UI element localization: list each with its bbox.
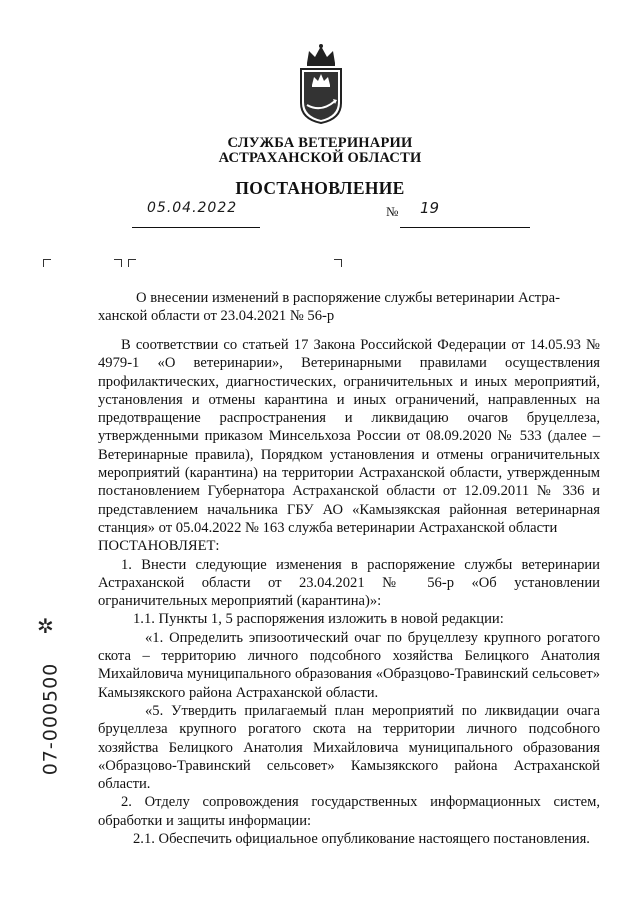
coat-of-arms-icon — [297, 43, 345, 125]
document-type-heading: ПОСТАНОВЛЕНИЕ — [235, 178, 405, 198]
margin-serial-number — [30, 662, 70, 778]
org-name-line2: АСТРАХАНСКОЙ ОБЛАСТИ — [218, 150, 422, 166]
number-label: № — [386, 204, 399, 219]
document-date: 05.04.2022 — [147, 200, 238, 216]
asterisk-mark-icon: ✲ — [37, 616, 54, 638]
paragraph-preamble: В соответствии со статьей 17 Закона Российской Федерации от 14.05.93 № 4979-1 «О ветеринарии», Ветеринарными правилами осуществления профилактических, диагностических, ограничительных и иных мероприятий, установления и отмены карантина и иных ограничений, направленных на предотвращение распространения и ликвидацию очагов бруцеллеза, утвержденными приказом Минсельхоза России от 08.09.2020 № 533 (далее – Ветеринарные правила), Порядком установления и отмены ограничительных мероприятий (карантина) на территории Астраханской области, утвержденным постановлением Губернатора Астраханской области от 12.09.2011 № 336 и представлением начальника ГБУ АО «Камызякская районная ветеринарная станция» от 05.04.2022 № 163 служба ветеринарии Астраханской области — [98, 337, 600, 536]
paragraph-item-1: 1. Внести следующие изменения в распоряжение службы ветеринарии Астраханской области от 23.04.2021 № 56-р «Об установлении ограничительных мероприятий (карантина)»: — [98, 556, 600, 610]
corner-mark-title-right — [334, 259, 342, 267]
corner-mark-title-right-a — [114, 259, 122, 267]
corner-mark-top-left — [43, 259, 51, 267]
paragraph-quoted-point-1: «1. Определить эпизоотический очаг по бруцеллезу крупного рогатого скота – территорию личного подсобного хозяйства Белицкого Анатолия Михайловича муниципального образования «Образцово-Травинский сельсовет» Камызякского района Астраханской области. — [98, 629, 600, 701]
title-line2: ханской области от 23.04.2021 № 56-р — [98, 308, 335, 324]
document-number: 19 — [420, 199, 440, 217]
title-line1: О внесении изменений в распоряжение службы ветеринарии Астра- — [136, 290, 560, 306]
org-name-line1: СЛУЖБА ВЕТЕРИНАРИИ — [227, 135, 413, 151]
paragraph-item-2-1: 2.1. Обеспечить официальное опубликование настоящего постановления. — [133, 831, 590, 848]
serial-number-text: 07-000500 — [39, 662, 62, 776]
paragraph-quoted-point-5: «5. Утвердить прилагаемый план мероприятий по ликвидации очага бруцеллеза крупного рогатого скота на территории личного подсобного хозяйства Белицкого Анатолия Михайловича муниципального образования «Образцово-Травинский сельсовет» Камызякского района Астраханской области. — [98, 702, 600, 793]
document-body — [98, 336, 600, 848]
corner-mark-title-left — [128, 259, 136, 267]
paragraph-item-1-1: 1.1. Пункты 1, 5 распоряжения изложить в новой редакции: — [133, 611, 504, 628]
paragraph-resolves: ПОСТАНОВЛЯЕТ: — [98, 538, 220, 555]
paragraph-item-2: 2. Отделу сопровождения государственных информационных систем, обработки и защиты информации: — [98, 794, 600, 829]
document-title — [98, 289, 598, 325]
